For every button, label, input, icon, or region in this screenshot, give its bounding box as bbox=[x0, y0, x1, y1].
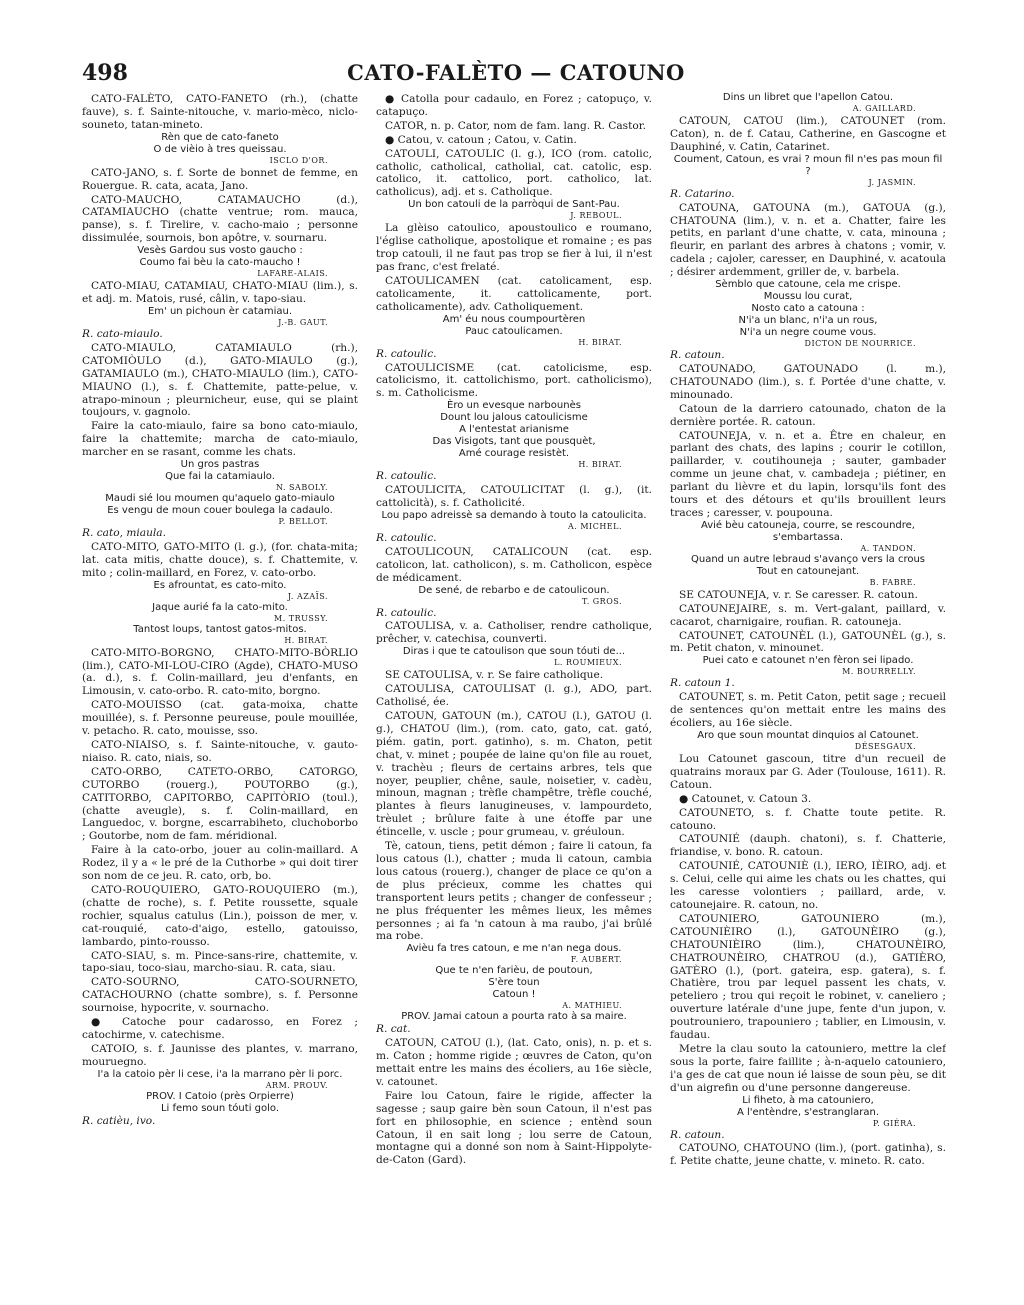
dictionary-entry: CATO-MITO-BORGNO, CHATO-MITO-BÒRLIO (lim.), CATO-MI-LOU-CIRO (Agde), CHATO-MUSO (a. d.), s. f. Colin-maillard, jeu d'enfants, en Limousin, v. cato-orbo. R. cato-mito, borgno. bbox=[82, 646, 358, 698]
column-middle bbox=[376, 92, 652, 1222]
quotation-author: H. BIRAT. bbox=[578, 337, 622, 347]
dictionary-entry: Catoun de la darriero catounado, chaton de la dernière portée. R. catoun. bbox=[670, 402, 946, 428]
dictionary-entry: ● Catolla pour cadaulo, en Forez ; catopuço, v. catapuço. bbox=[376, 93, 652, 118]
quotation-author: ISCLO D'OR. bbox=[269, 155, 328, 165]
quotation-line: N'i'a un blanc, n'i'a un rous, bbox=[738, 315, 878, 327]
quotation-line: Nosto cato a catouna : bbox=[751, 303, 865, 315]
etymology-line: R. cato, miaula. bbox=[82, 527, 166, 540]
quotation-line: Sèmblo que catoune, cela me crispe. bbox=[715, 279, 901, 291]
dictionary-entry: ● Catou, v. catoun ; Catou, v. Catin. bbox=[385, 133, 577, 146]
quotation-line: Que fai la catamiaulo. bbox=[165, 471, 275, 483]
quotation-author: M. TRUSSY. bbox=[274, 613, 328, 623]
dictionary-entry: CATOUNADO, GATOUNADO (l. m.), CHATOUNADO (lim.), s. f. Portée d'une chatte, v. minounado. bbox=[670, 362, 946, 401]
dictionary-entry: CATOULICITA, CATOULICITAT (l. g.), (it. cattolicità), s. f. Catholicité. bbox=[376, 484, 652, 510]
quotation-line: I'a la catoio pèr li cese, i'a la marrano pèr li porc. bbox=[97, 1068, 343, 1080]
etymology-line: R. catièu, ivo. bbox=[82, 1114, 156, 1127]
dictionary-entry: CATOR, n. p. Cator, nom de fam. lang. R. Castor. bbox=[385, 119, 646, 132]
quotation-author: A. GAILLARD. bbox=[852, 104, 916, 113]
quotation-author: ARM. PROUV. bbox=[265, 1080, 328, 1090]
dictionary-entry: CATOUNIÉ, CATOUNIÈ (l.), IERO, IÈIRO, adj. et s. Celui, celle qui aime les chats ou les chattes, qui les caresse volontiers ; paillard, arde, v. catounejaire. R. catoun, no. bbox=[670, 860, 946, 911]
etymology-line: R. catoun. bbox=[670, 349, 725, 362]
dictionary-entry: CATOUN, CATOU (l.), (lat. Cato, onis), n. p. et s. m. Caton ; homme rigide ; œuvres de Caton, qu'on mettait entre les mains des écoliers, au 16e siècle, v. catounet. bbox=[376, 1037, 652, 1088]
dictionary-entry: CATO-MOUISSO (cat. gata-moixa, chatte mouillée), s. f. Personne peureuse, poule mouillée, v. petacho. R. cato, mouisse, sso. bbox=[82, 699, 358, 738]
etymology-line: R. catoulic. bbox=[376, 531, 437, 544]
quotation-line: Am' éu nous coumpourtèren bbox=[442, 313, 586, 325]
quotation-line: Avié bèu catouneja, courre, se rescoundre, s'embartassa. bbox=[700, 519, 915, 543]
quotation-author: H. BIRAT. bbox=[578, 460, 622, 470]
dictionary-entry: ● Catounet, v. Catoun 3. bbox=[679, 792, 812, 805]
dictionary-entry: CATOUNIERO, GATOUNIERO (m.), CATOUNIÈIRO (l.), GATOUNÈIRO (g.), CHATOUNIÈIRO (lim.), CHATOUNÈIRO, CHATROUNÈIRO, CHATROU (d.), GATIÈRO, GATÈRO (l.), (port. gateira, esp. gatera), s. f. Chatière, trou par lequel passent les chats, v. peteliero ; trou qui reçoit le robinet, v. caneliero ; ouverture latérale d'une jupe, fente d'un jupon, v. poutrouniero, trapouniero ; tablier, en Limousin, v. faudau. bbox=[670, 912, 946, 1042]
dictionary-entry: Metre la clau souto la catouniero, mettre la clef sous la porte, faire faillite ; à-n-aquelo catouniero, i'a ges de cat que noun ié laisse de soun pèu, se dit d'un aigrefin ou d'une personne dangereuse. bbox=[670, 1042, 946, 1094]
quotation-author: H. BIRAT. bbox=[284, 635, 328, 645]
quotation-line: Em' un pichoun èr catamiau. bbox=[147, 305, 293, 317]
quotation-line: Tantost loups, tantost gatos-mitos. bbox=[133, 623, 307, 635]
dictionary-entry: CATOULISA, CATOULISAT (l. g.), ADO, part. Catholisé, ée. bbox=[376, 683, 652, 709]
dictionary-entry: Faire à la cato-orbo, jouer au colin-maillard. A Rodez, il y a « le pré de la Cuthorbe » qui doit tirer son nom de ce jeu. R. cato, orb, bo. bbox=[82, 844, 358, 883]
quotation-line: Pauc catoulicamen. bbox=[465, 325, 563, 337]
dictionary-entry: ● Catoche pour cadarosso, en Forez ; catochirme, v. catechisme. bbox=[82, 1016, 358, 1041]
dictionary-entry: Lou Catounet gascoun, titre d'un recueil de quatrains moraux par G. Ader (Toulouse, 1611). R. Catoun. bbox=[670, 753, 946, 791]
dictionary-entry: CATOUNA, GATOUNA (m.), GATOUA (g.), CHATOUNA (lim.), v. n. et a. Chatter, faire les petits, en parlant d'une chatte, v. cata, minouna ; fleurir, en parlant des arbres à chatons ; vomir, v. cadela ; cajoler, caresser, en Dauphiné, v. acatoula ; désirer ardemment, griller de, v. barbela. bbox=[670, 201, 946, 279]
quotation-author: M. BOURRELLY. bbox=[842, 667, 916, 677]
dictionary-entry: CATOUN, GATOUN (m.), CATOU (l.), GATOU (l. g.), CHATOU (lim.), (rom. cato, gato, cat. gató, piém. gatin, port. gatinho), s. m. Chaton, petit chat, v. minet ; poupée de laine qu'on file au rouet, v. trachèu ; fleurs de certains arbres, tels que noyer, peuplier, chêne, saule, noisetier, v. cadèu, minoun, magnan ; trèfle champêtre, trèfle couché, plantes à fleurs lanugineuses, v. lampourdeto, trèulet ; brûlure faite à une étoffe par une étincelle, v. uscle ; pour grumeau, v. gréuloun. bbox=[376, 710, 652, 839]
quotation-line: Quand un autre lebraud s'avanço vers la crous bbox=[690, 553, 926, 565]
quotation-author: B. FABRE. bbox=[869, 577, 916, 587]
etymology-line: R. catoun. bbox=[670, 1128, 725, 1141]
quotation-line: Amé courage resistèt. bbox=[458, 448, 570, 460]
quotation-author: N. SABOLY. bbox=[275, 483, 328, 493]
quotation-line: Dins un libret que l'apellon Catou. bbox=[722, 92, 894, 103]
etymology-line: R. catoun 1. bbox=[670, 677, 735, 690]
running-head: CATO-FALÈTO — CATOUNO bbox=[347, 60, 685, 85]
quotation-author: P. GIÉRA. bbox=[872, 1118, 916, 1128]
dictionary-entry: CATO-JANO, s. f. Sorte de bonnet de femme, en Rouergue. R. cata, acata, Jano. bbox=[82, 166, 358, 192]
dictionary-entry: CATOUNET, CATOUNÈL (l.), GATOUNÈL (g.), s. m. Petit chaton, v. minounet. bbox=[670, 629, 946, 655]
dictionary-entry: CATOIO, s. f. Jaunisse des plantes, v. marrano, mouruegno. bbox=[82, 1042, 358, 1068]
quotation-line: Un bon catouli de la parròqui de Sant-Pau. bbox=[408, 199, 620, 211]
quotation-author: DÉSESGAUX. bbox=[854, 742, 916, 751]
dictionary-entry: CATO-MIAU, CATAMIAU, CHATO-MIAU (lim.), s. et adj. m. Matois, rusé, câlin, v. tapo-siau. bbox=[82, 280, 358, 306]
dictionary-entry: CATO-SIAU, s. m. Pince-sans-rire, chattemite, v. tapo-siau, toco-siau, marcho-siau. R. cata, siau. bbox=[82, 949, 358, 975]
quotation-line: Tout en catounejant. bbox=[756, 565, 860, 577]
quotation-line: Aro que soun mountat dinquios al Catounet. bbox=[697, 730, 919, 741]
quotation-line: PROV. I Catoio (près Orpierre) bbox=[146, 1090, 294, 1102]
column-right bbox=[670, 92, 946, 1222]
etymology-line: R. catoulic. bbox=[376, 347, 437, 360]
etymology-line: R. Catarino. bbox=[670, 187, 735, 200]
quotation-line: Un gros pastras bbox=[180, 459, 260, 471]
dictionary-entry: Faire la cato-miaulo, faire sa bono cato-miaulo, faire la chattemite; marcha de cato-miaulo, marcher en se rasant, comme les chats. bbox=[82, 420, 358, 459]
dictionary-entry: La glèiso catoulico, apoustoulico e roumano, l'église catholique, apostolique et romaine ; es pas trop catouli, il ne faut pas trop se fier à lui, il n'est pas franc, c'est frelaté. bbox=[376, 222, 652, 273]
quotation-author: A. MATHIEU. bbox=[562, 1001, 622, 1011]
column-left bbox=[82, 92, 358, 1222]
etymology-line: R. catoulic. bbox=[376, 470, 437, 483]
dictionary-entry: CATOUNETO, s. f. Chatte toute petite. R. catouno. bbox=[670, 806, 946, 832]
quotation-author: DICTON DE NOURRICE. bbox=[804, 339, 916, 349]
quotation-line: Que te n'en farièu, de poutoun, bbox=[435, 965, 593, 977]
quotation-line: Maudi sié lou moumen qu'aquelo gato-miaulo bbox=[105, 493, 335, 505]
dictionary-entry: CATO-ROUQUIERO, GATO-ROUQUIERO (m.), (chatte de roche), s. f. Petite roussette, squale rochier, squalus catulus (Lin.), poisson de mer, v. cat-rouquié, cato-d'aigo, estello, gatouisso, lambardo, pinto-rousso. bbox=[82, 883, 358, 948]
quotation-line: Moussu lou curat, bbox=[763, 291, 853, 303]
quotation-line: Das Visigots, tant que pousquèt, bbox=[432, 436, 596, 448]
quotation-line: Es vengu de moun couer boulega la cadaulo. bbox=[107, 505, 333, 517]
quotation-author: A. MICHEL. bbox=[567, 521, 622, 531]
quotation-author: LAFARE-ALAIS. bbox=[257, 269, 328, 279]
quotation-author: J. AZAÏS. bbox=[287, 591, 328, 601]
quotation-line: Li fiheto, à ma catouniero, bbox=[742, 1094, 874, 1106]
dictionary-entry: CATOUNIÉ (dauph. chatoni), s. f. Chatterie, friandise, v. bono. R. catoun. bbox=[670, 833, 946, 859]
quotation-line: Avièu fa tres catoun, e me n'an nega dous. bbox=[406, 943, 622, 955]
quotation-line: Es afrountat, es cato-mito. bbox=[153, 579, 287, 591]
dictionary-entry: CATO-ORBO, CATETO-ORBO, CATORGO, CUTORBO (rouerg.), POUTORBO (g.), CATITORBO, CAPITORBO, CAPITÒRIO (toul.), (chatte aveugle), s. f. Colin-maillard, en Languedoc, v. borgne, escarrabiheto, cluchoborbo ; Goutorbe, nom de fam. méridional. bbox=[82, 765, 358, 843]
quotation-line: Rèn que de cato-faneto bbox=[161, 131, 279, 143]
dictionary-entry: Faire lou Catoun, faire le rigide, affecter la sagesse ; saup gaire bèn soun Catoun, il n'est pas fort en philosophie, en science ; entènd soun Catoun, il en sait long ; lou serre de Catoun, montagne qui a donné son nom à Saint-Hippolyte-de-Caton (Gard). bbox=[376, 1089, 652, 1167]
quotation-author: L. ROUMIEUX. bbox=[554, 658, 622, 668]
quotation-line: A l'entèndre, s'estranglaran. bbox=[736, 1106, 880, 1118]
dictionary-entry: CATOUNET, s. m. Petit Caton, petit sage ; recueil de sentences qu'on mettait entre les mains des écoliers, au 16e siècle. bbox=[670, 691, 946, 730]
quotation-line: Vesès Gardou sus vosto gaucho : bbox=[137, 245, 303, 257]
quotation-author: P. BELLOT. bbox=[278, 517, 328, 527]
quotation-line: A l'entestat arianisme bbox=[459, 424, 569, 436]
dictionary-entry: CATO-MITO, GATO-MITO (l. g.), (for. chata-mita; lat. cata mitis, chatte douce), s. f. Chattemite, v. mito ; colin-maillard, en Forez, v. cato-orbo. bbox=[82, 540, 358, 579]
dictionary-entry: CATO-MAUCHO, CATAMAUCHO (d.), CATAMIAUCHO (chatte ventrue; rom. mauca, panse), s. f. Tirelire, v. cacho-maio ; personne dissimulée, sournois, bon apôtre, v. sournaru. bbox=[82, 193, 358, 245]
dictionary-entry: CATOUNEJAIRE, s. m. Vert-galant, paillard, v. cacarot, charnigaire, roufian. R. catouneja. bbox=[670, 602, 946, 628]
page-number: 498 bbox=[82, 60, 128, 86]
quotation-author: A. TANDON. bbox=[860, 543, 916, 553]
quotation-author: J.-B. GAUT. bbox=[278, 317, 328, 327]
quotation-line: N'i'a un negre coume vous. bbox=[739, 327, 877, 339]
dictionary-entry: CATOUNEJA, v. n. et a. Être en chaleur, en parlant des chats, des lapins ; courir le cotillon, paillarder, v. coutihouneja ; sauter, gambader comme un jeune chat, v. cambadeja ; piétiner, en parlant du lièvre et du lapin, lorsqu'ils font des tours et des détours et qu'ils brouillent leurs traces ; caresser, v. poupouna. bbox=[670, 429, 946, 519]
dictionary-entry: SE CATOULISA, v. r. Se faire catholique. bbox=[385, 669, 604, 682]
quotation-line: Dount lou jalous catoulicisme bbox=[440, 412, 588, 424]
quotation-line: Coumo fai bèu la cato-maucho ! bbox=[139, 257, 301, 269]
dictionary-entry: CATOUN, CATOU (lim.), CATOUNET (rom. Caton), n. de f. Catau, Catherine, en Gascogne et Dauphiné, v. Catin, Catarinet. bbox=[670, 115, 946, 153]
quotation-author: J. REBOUL. bbox=[570, 211, 622, 221]
etymology-line: R. cato-miaulo. bbox=[82, 327, 163, 340]
quotation-line: S'ère toun bbox=[488, 977, 540, 989]
page-header bbox=[82, 60, 950, 90]
dictionary-entry: CATOULICAMEN (cat. catolicament, esp. catolicamente, it. cattolicamente, port. catholicamente), adv. Catholiquement. bbox=[376, 274, 652, 313]
quotation-author: J. JASMIN. bbox=[868, 177, 916, 187]
quotation-line: Lou papo adreissè sa demando à touto la catoulicita. bbox=[381, 509, 647, 521]
quotation-line: Èro un evesque narbounès bbox=[447, 400, 581, 412]
quotation-line: De sené, de rebarbo e de catoulicoun. bbox=[418, 584, 610, 596]
etymology-line: R. cat. bbox=[376, 1023, 411, 1036]
dictionary-entry: CATO-FALÈTO, CATO-FANETO (rh.), (chatte fauve), s. f. Sainte-nitouche, v. mario-mèco, niclo-souneto, tatan-mineto. bbox=[82, 93, 358, 131]
quotation-author: F. AUBERT. bbox=[570, 955, 622, 965]
quotation-line: Catoun ! bbox=[492, 989, 536, 1001]
dictionary-entry: CATOULICOUN, CATALICOUN (cat. esp. catolicon, lat. catholicon), s. m. Catholicon, espèce de médicament. bbox=[376, 545, 652, 584]
quotation-line: Coument, Catoun, es vrai ? moun fil n'es pas moun fil ? bbox=[673, 153, 943, 177]
quotation-author: T. GROS. bbox=[582, 596, 622, 606]
dictionary-entry: CATOUNO, CHATOUNO (lim.), (port. gatinha), s. f. Petite chatte, jeune chatte, v. mineto. R. cato. bbox=[670, 1142, 946, 1168]
quotation-line: PROV. Jamai catoun a pourta rato à sa maire. bbox=[401, 1011, 627, 1023]
dictionary-entry: CATOULI, CATOULIC (l. g.), ICO (rom. catolic, catholic, catholical, catholial, cat. catolic, esp. catolico, it. cattolico, port. catholico, lat. catholicus), adj. et s. Catholique. bbox=[376, 147, 652, 199]
dictionary-entry: Tè, catoun, tiens, petit démon ; faire li catoun, fa lous catous (l.), chatter ; muda li catoun, cambia lous catous (rouerg.), changer de place ce qu'on a de plus précieux, comme les chattes qui transportent leurs petits ; changer de confesseur ; ne plus fréquenter les mêmes lieux, les mêmes personnes ; ai fa 'n catoun à ma raubo, j'ai brûlé ma robe. bbox=[376, 840, 652, 943]
quotation-line: Puei cato e catounet n'en fèron sei lipado. bbox=[702, 655, 914, 667]
quotation-line: O de vièio à tres queissau. bbox=[153, 143, 287, 155]
quotation-line: Jaque aurié fa la cato-mito. bbox=[152, 601, 288, 613]
dictionary-entry: SE CATOUNEJA, v. r. Se caresser. R. catoun. bbox=[679, 588, 918, 601]
dictionary-entry: CATOULICISME (cat. catolicisme, esp. catolicismo, it. cattolichismo, port. catholicismo), s. m. Catholicisme. bbox=[376, 361, 652, 400]
dictionary-entry: CATO-NIAISO, s. f. Sainte-nitouche, v. gauto-niaiso. R. cato, niais, so. bbox=[82, 739, 358, 764]
quotation-line: Diras i que te catoulison que soun tóuti de... bbox=[402, 646, 626, 658]
dictionary-entry: CATO-SOURNO, CATO-SOURNETO, CATACHOURNO (chatte sombre), s. f. Personne sournoise, hypocrite, v. sournacho. bbox=[82, 976, 358, 1015]
dictionary-entry: CATOULISA, v. a. Catholiser, rendre catholique, prêcher, v. catechisa, counverti. bbox=[376, 620, 652, 646]
dictionary-entry: CATO-MIAULO, CATAMIAULO (rh.), CATOMIÒULO (d.), GATO-MIAULO (g.), GATAMIAULO (m.), CHATO-MIAULO (lim.), CATO-MIAUNO (l.), s. f. Chattemite, patte-pelue, v. atrapo-minoun ; pleurnicheur, euse, qui se plaint toujours, v. gagnolo. bbox=[82, 341, 358, 419]
etymology-line: R. catoulic. bbox=[376, 606, 437, 619]
quotation-line: Li femo soun tóuti golo. bbox=[160, 1102, 280, 1114]
